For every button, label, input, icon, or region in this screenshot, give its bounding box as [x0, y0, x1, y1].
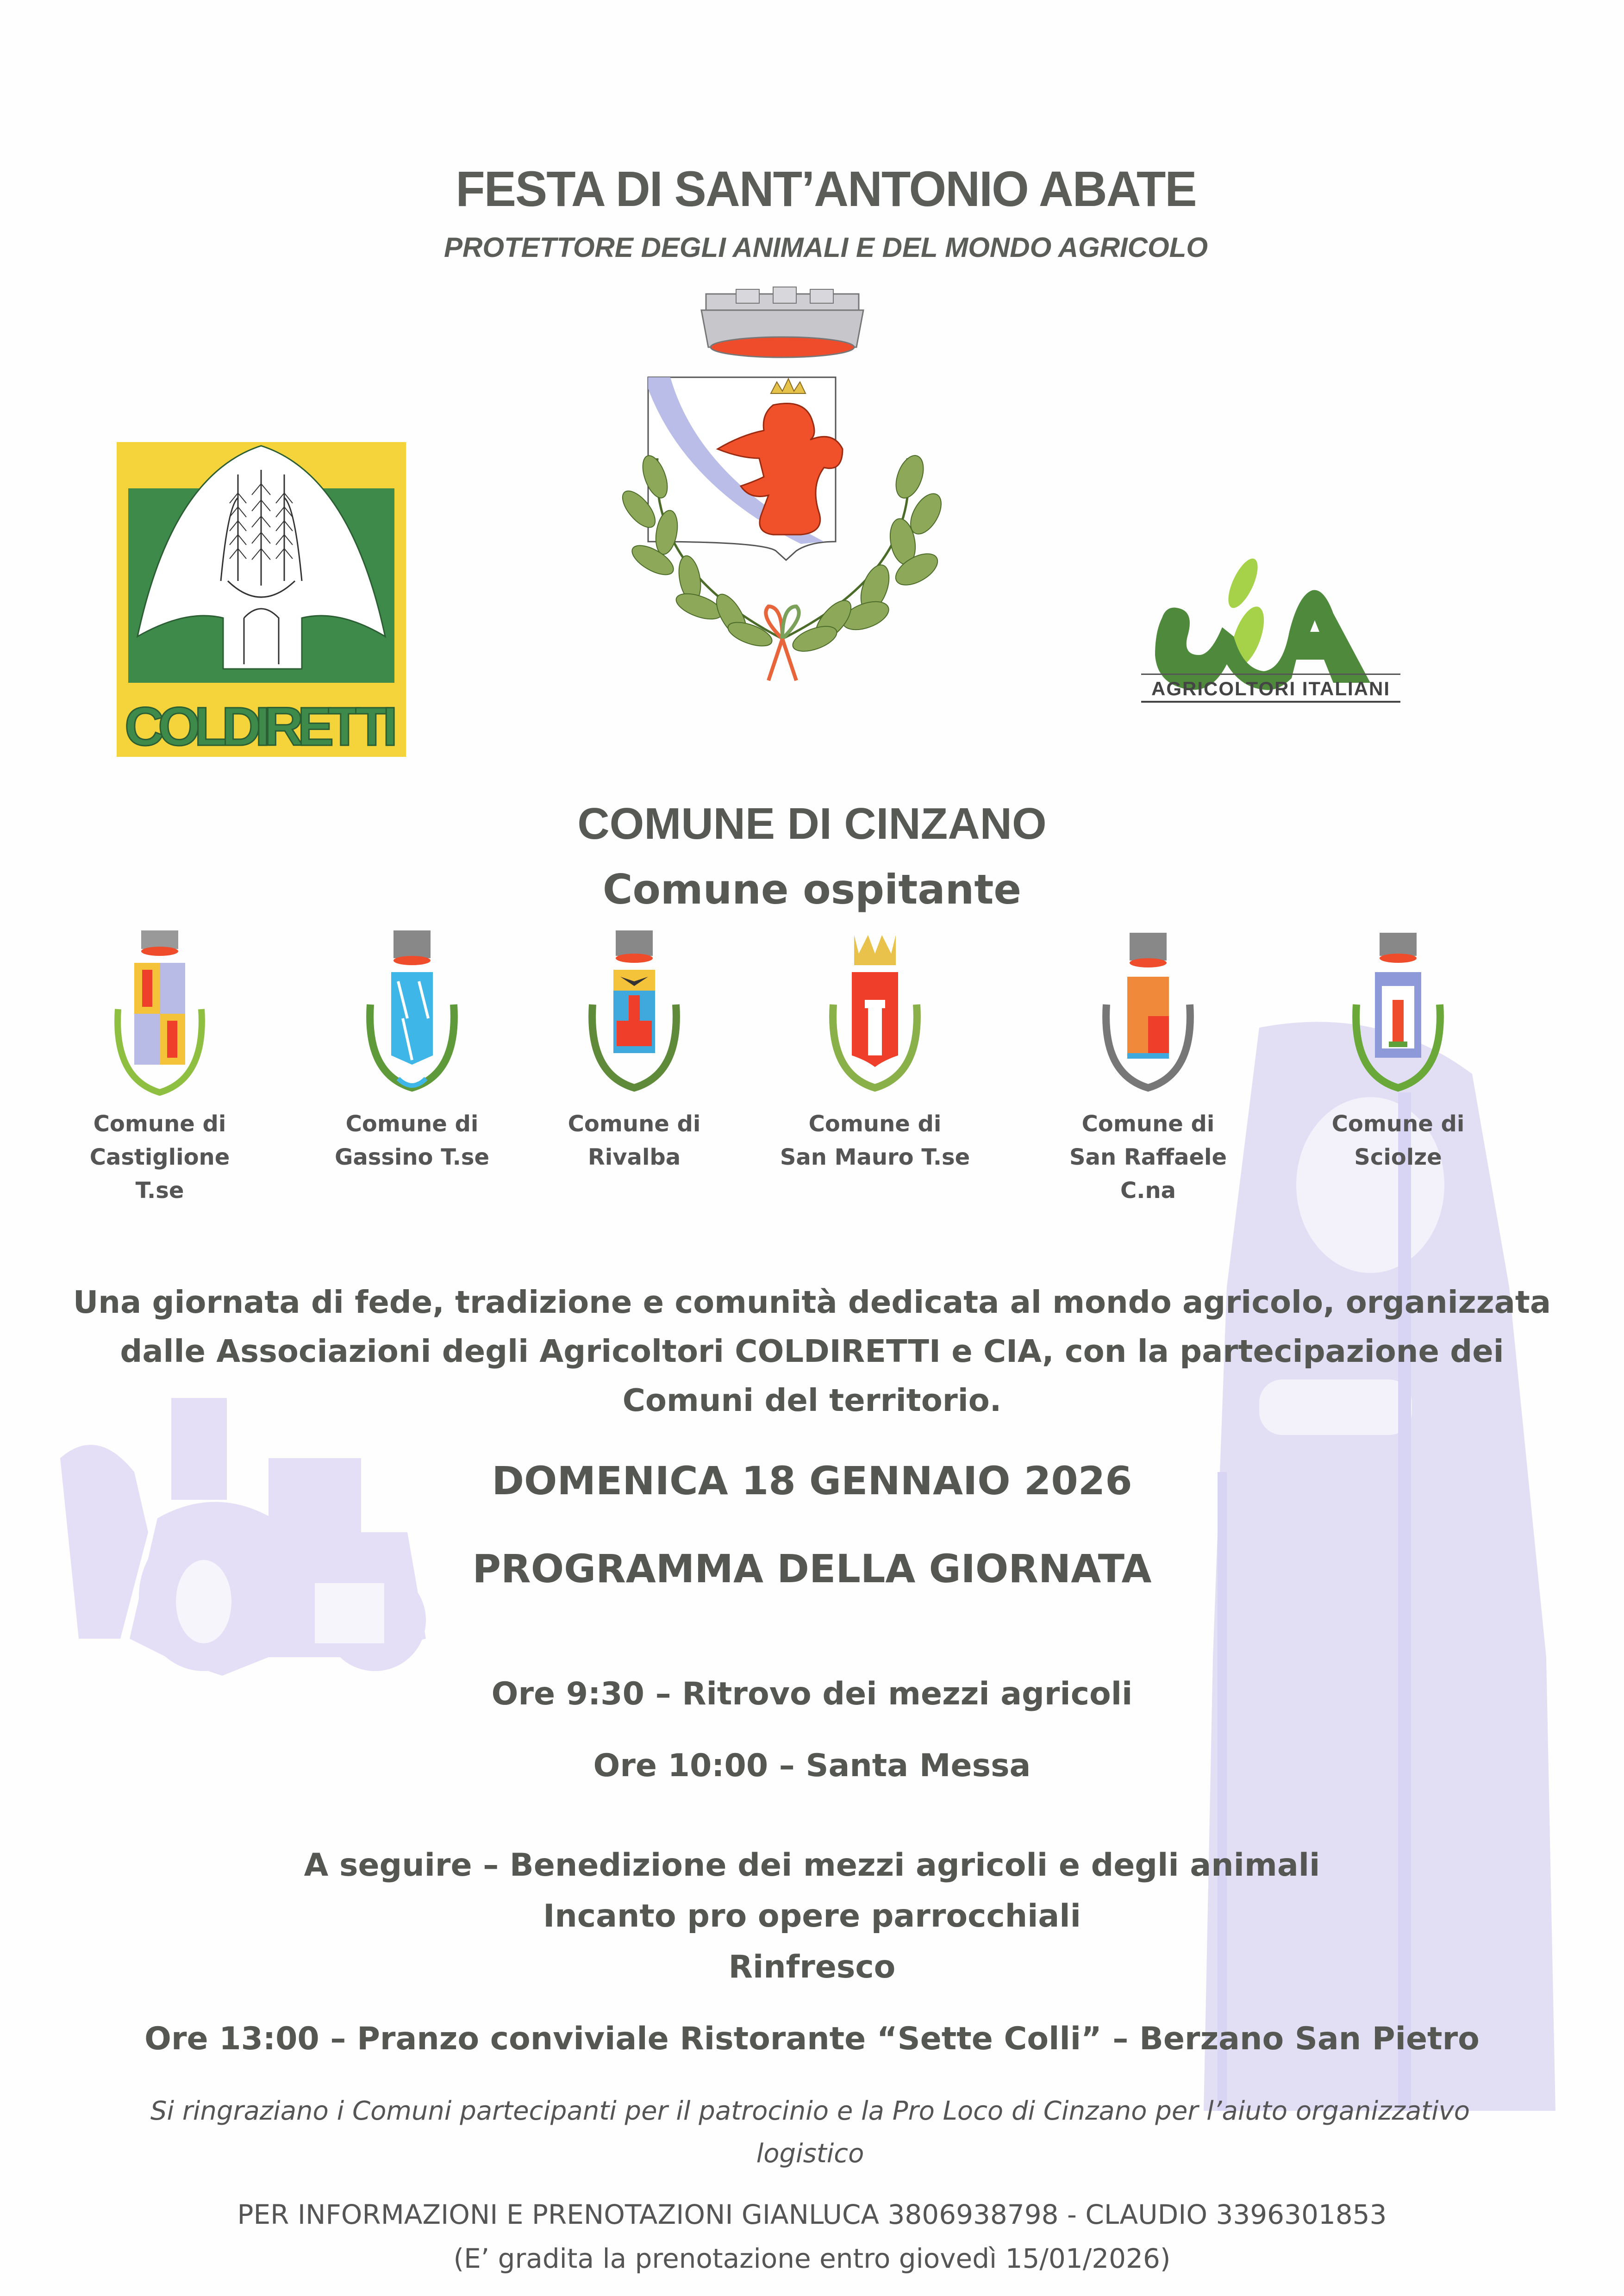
municipalities-row — [0, 926, 1624, 1204]
municipality-label: Comune di San Mauro T.se — [780, 1111, 970, 1170]
svg-text:COLDIRETTI: COLDIRETTI — [125, 696, 398, 757]
cinzano-coat-of-arms-icon — [602, 282, 963, 792]
municipality-label: Comune di Rivalba — [568, 1111, 701, 1170]
intro-line: Comuni del territorio. — [622, 1382, 1002, 1418]
event-subtitle: PROTETTORE DEGLI ANIMALI E DEL MONDO AGRICOLO — [443, 232, 1208, 263]
municipality-label: Comune di Sciolze — [1331, 1111, 1465, 1170]
program-item: Ore 10:00 – Santa Messa — [593, 1747, 1031, 1784]
contact-info: PER INFORMAZIONI E PRENOTAZIONI GIANLUCA 3806938798 - CLAUDIO 3396301853 — [237, 2199, 1387, 2230]
rivalba-coat-of-arms-icon — [565, 926, 704, 1102]
program-item: Incanto pro opere parrocchiali — [543, 1898, 1081, 1934]
program-item: Rinfresco — [728, 1949, 896, 1985]
gassino-coat-of-arms-icon — [343, 926, 481, 1102]
municipality-castiglione — [62, 926, 257, 1207]
thanks-note: Si ringraziano i Comuni partecipanti per il patrocinio e la Pro Loco di Cinzano per l’aiuto organizzativo logistico — [150, 2096, 1470, 2169]
program-item: Ore 13:00 – Pranzo conviviale Ristorante “Sette Colli” – Berzano San Pietro — [144, 2021, 1480, 2057]
municipality-sciolze — [1301, 926, 1495, 1174]
sciolze-coat-of-arms-icon — [1329, 926, 1468, 1102]
intro-line: dalle Associazioni degli Agricoltori COLDIRETTI e CIA, con la partecipazione dei — [120, 1333, 1504, 1369]
program-item: Ore 9:30 – Ritrovo dei mezzi agricoli — [491, 1676, 1133, 1712]
municipality-rivalba — [537, 926, 731, 1174]
host-municipality: COMUNE DI CINZANO — [577, 799, 1047, 849]
coldiretti-logo-icon — [117, 442, 406, 757]
reservation-note: (E’ gradita la prenotazione entro giovedì 15/01/2026) — [453, 2243, 1171, 2274]
program-item: A seguire – Benedizione dei mezzi agricoli e degli animali — [304, 1847, 1320, 1884]
municipality-san-mauro — [778, 926, 972, 1174]
event-title: FESTA DI SANT’ANTONIO ABATE — [456, 161, 1196, 217]
intro-paragraph — [0, 1278, 1624, 1425]
san-raffaele-coat-of-arms-icon — [1079, 926, 1218, 1102]
municipality-label: Comune di Gassino T.se — [334, 1111, 490, 1170]
castiglione-coat-of-arms-icon — [90, 926, 229, 1102]
municipality-label: Comune di San Raffaele C.na — [1069, 1111, 1227, 1204]
host-role: Comune ospitante — [602, 866, 1022, 913]
san-mauro-coat-of-arms-icon — [806, 926, 944, 1102]
municipality-label: Comune di Castiglione T.se — [89, 1111, 230, 1204]
municipality-san-raffaele — [1051, 926, 1245, 1207]
program-heading: PROGRAMMA DELLA GIORNATA — [472, 1546, 1152, 1591]
intro-line: Una giornata di fede, tradizione e comunità dedicata al mondo agricolo, organizzata — [73, 1284, 1551, 1320]
event-date: DOMENICA 18 GENNAIO 2026 — [492, 1458, 1132, 1504]
cia-caption: AGRICOLTORI ITALIANI — [1141, 674, 1400, 703]
municipality-gassino — [315, 926, 509, 1174]
